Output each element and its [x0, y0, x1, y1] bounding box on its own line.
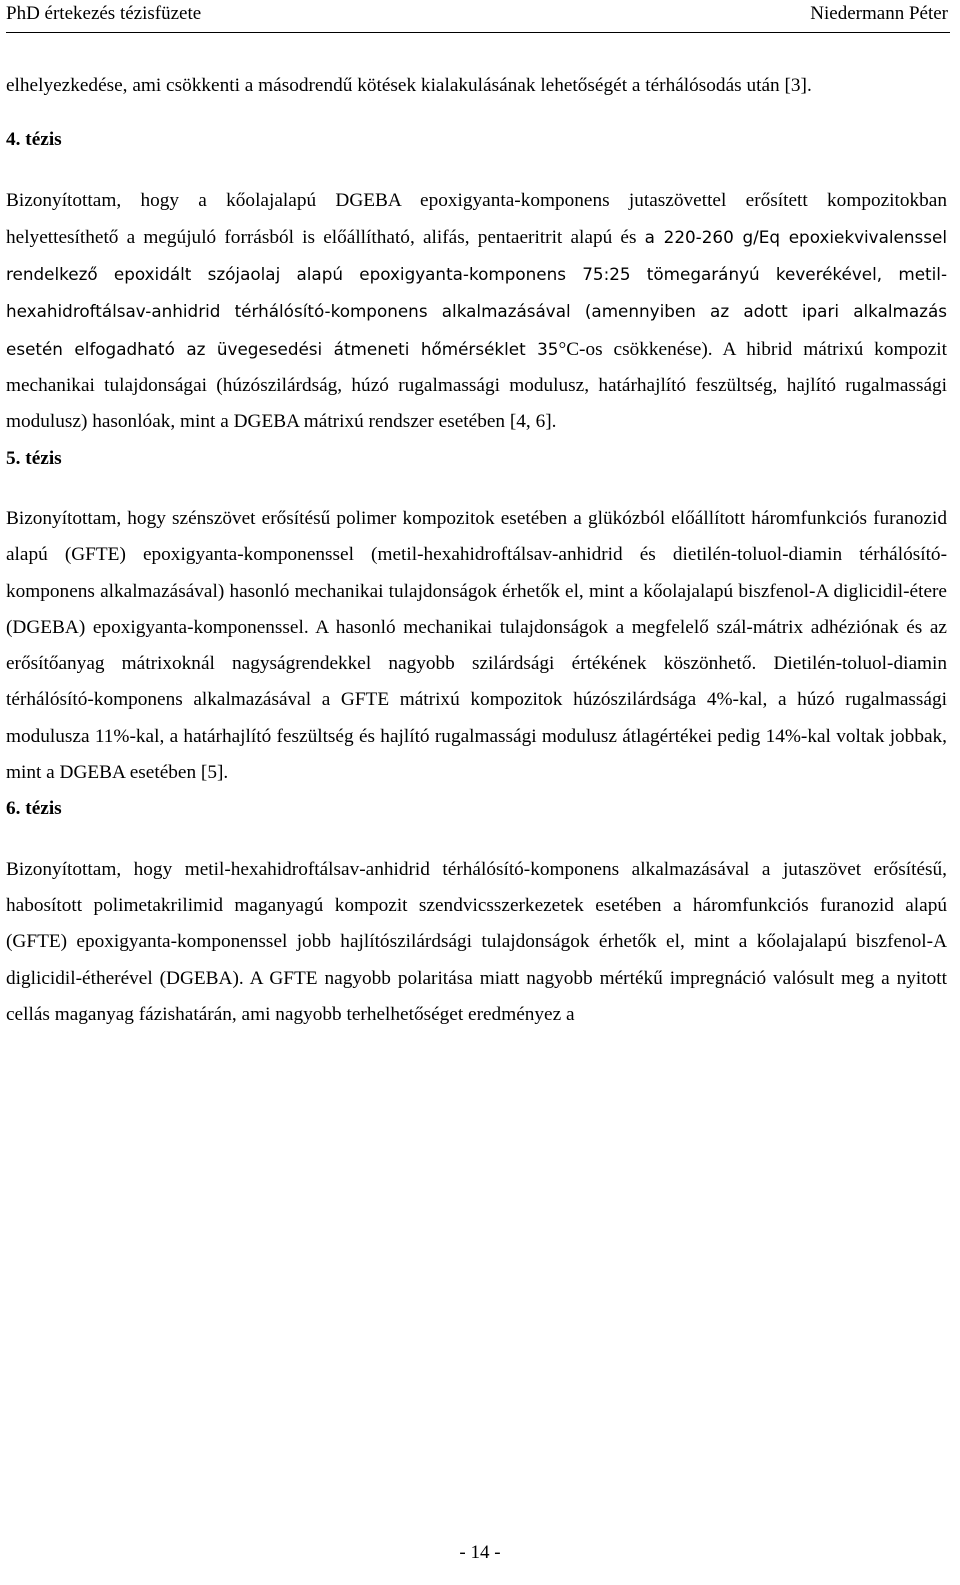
intro-paragraph: elhelyezkedése, ami csökkenti a másodrendű kötések kialakulásának lehetőségét a térhálósodás után [3].: [6, 75, 812, 96]
thesis-6-heading: 6. tézis: [6, 798, 62, 820]
header-title: PhD értekezés tézisfüzete: [6, 3, 202, 24]
thesis-4-text-c: °C-os csökkenése). A hibrid mátrixú kompozit mechanikai tulajdonságai (húzószilárdság, húzó rugalmassági modulusz, határhajlító feszültség, hajlító rugalmassági modulusz) hasonlóak, mint a DGEBA mátrixú rendszer esetében [4, 6].: [6, 338, 948, 433]
document-body: [6, 68, 947, 1033]
thesis-4-text-a: Bizonyítottam, hogy a kőolajalapú DGEBA epoxigyanta-komponens jutaszövettel erősített kompozitokban helyettesíthető a megújuló forrásból is előállítható, alifás, pentaeritrit alapú és: [6, 189, 947, 248]
thesis-4-paragraph: [6, 183, 947, 441]
thesis-5-paragraph: Bizonyítottam, hogy szénszövet erősítésű polimer kompozitok esetében a glükózból előállított háromfunkciós furanozid alapú (GFTE) epoxigyanta-komponenssel (metil-hexahidroftálsav-anhidrid és dietilén-toluol-diamin térhálósító-komponens alkalmazásával) hasonló mechanikai tulajdonságok érhetők el, mint a kőolajalapú biszfenol-A diglicidil-étere (DGEBA) epoxigyanta-komponenssel. A hasonló mechanikai tulajdonságok a megfelelő szál-mátrix adhéziónak és az erősítőanyag mátrixoknál nagyságrendekkel nagyobb szilárdsági értékének köszönhető. Dietilén-toluol-diamin térhálósító-komponens alkalmazásával a GFTE mátrixú kompozitok húzószilárdsága 4%-kal, a húzó rugalmassági modulusza 11%-kal, a határhajlító feszültség és hajlító rugalmassági modulusz átlagértékei pedig 14%-kal voltak jobbak, mint a DGEBA esetében [5].: [6, 507, 947, 784]
thesis-4-heading: 4. tézis: [6, 129, 62, 151]
thesis-6-paragraph: Bizonyítottam, hogy metil-hexahidroftálsav-anhidrid térhálósító-komponens alkalmazásával a jutaszövet erősítésű, habosított polimetakrilimid maganyagú kompozit szendvicsszerkezetek esetében a háromfunkciós furanozid alapú (GFTE) epoxigyanta-komponenssel jobb hajlítószilárdsági tulajdonságok érhetők el, mint a kőolajalapú biszfenol-A diglicidil-étherével (DGEBA). A GFTE nagyobb polaritása miatt nagyobb mértékű impregnáció valósult meg a nyitott cellás maganyag fázishatárán, ami nagyobb terhelhetőséget eredményez a: [6, 858, 947, 1025]
thesis-5-heading: 5. tézis: [6, 447, 62, 469]
page-header: [6, 0, 950, 33]
thesis-4-text-b: a 220-260 g/Eq epoxiekvivalenssel rendelkező epoxidált szójaolaj alapú epoxigyanta-komponens 75:25 tömegarányú keverékével, metil-hexahidroftálsav-anhidrid térhálósító-komponens alkalmazásával (amennyiben az adott ipari alkalmazás esetén elfogadható az üvegesedési átmeneti hőmérséklet 35: [6, 226, 947, 359]
page-number: - 14 -: [459, 1542, 501, 1563]
header-author: Niedermann Péter: [810, 3, 948, 24]
